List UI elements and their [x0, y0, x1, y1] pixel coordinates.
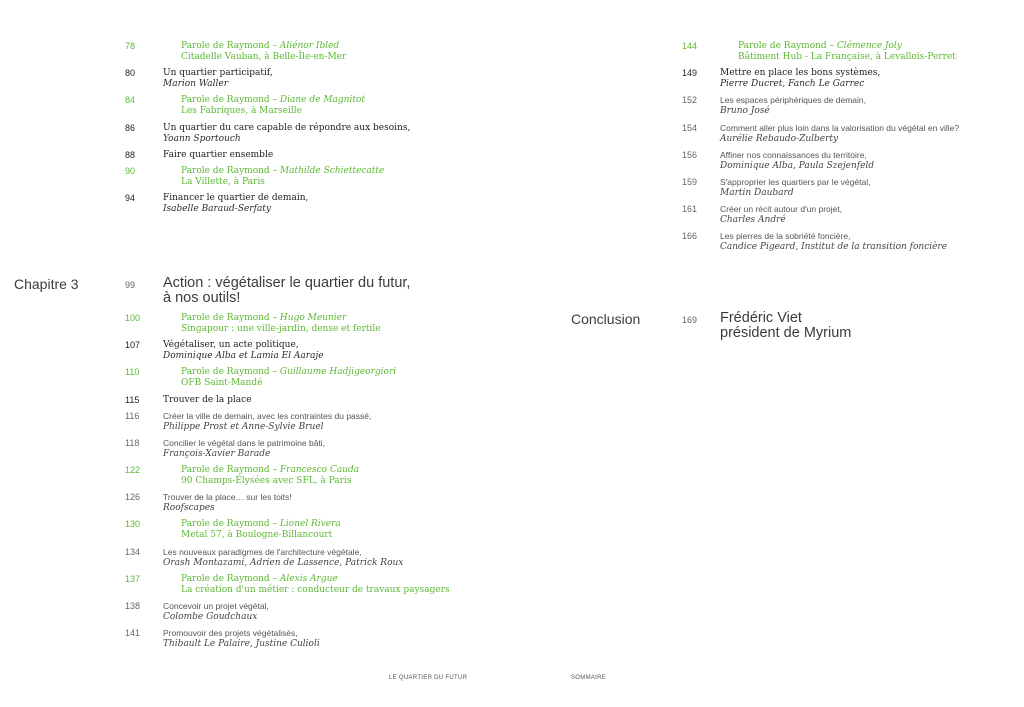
- toc-entry-author: Charles André: [720, 215, 786, 226]
- toc-entry-author: François-Xavier Barade: [163, 448, 271, 459]
- conclusion-author: Frédéric Viet: [720, 310, 802, 326]
- toc-entry-author: Philippe Prost et Anne-Sylvie Bruel: [163, 421, 324, 432]
- toc-page-number: 110: [125, 367, 140, 378]
- toc-entry-title: Un quartier du care capable de répondre aux besoins,: [163, 122, 411, 133]
- chapter-3-label: Chapitre 3: [14, 276, 79, 292]
- toc-page-number: 144: [682, 41, 698, 51]
- toc-entry-title: Trouver de la place: [163, 394, 252, 405]
- toc-page-number: 90: [125, 165, 136, 176]
- toc-page-number: 138: [125, 601, 141, 611]
- footer-left-running-title: LE QUARTIER DU FUTUR: [389, 675, 468, 681]
- conclusion-label: Conclusion: [571, 311, 641, 327]
- toc-entry-title: Parole de Raymond – Alexis Argue: [181, 573, 338, 584]
- toc-entry-title: Créer un récit autour d'un projet,: [720, 204, 843, 215]
- toc-entry-author: Dominique Alba et Lamia El Aaraje: [163, 351, 324, 362]
- toc-entry-author: Marion Waller: [163, 79, 229, 90]
- toc-page-number: 166: [682, 231, 698, 242]
- toc-entry-title: Végétaliser, un acte politique,: [163, 340, 299, 351]
- toc-entry-title: Trouver de la place… sur les toits!: [163, 492, 292, 503]
- toc-entry-author: La Villette, à Paris: [181, 176, 265, 187]
- conclusion-page-number: 169: [682, 315, 698, 325]
- toc-entry-author: Martin Daubard: [720, 188, 794, 198]
- toc-entry-author: Roofscapes: [163, 503, 215, 514]
- toc-entry-author: Aurélie Rebaudo-Zulberty: [720, 133, 839, 144]
- toc-entry-author: Pierre Ducret, Fanch Le Garrec: [720, 79, 865, 90]
- toc-page-number: 122: [125, 465, 141, 475]
- toc-entry-author: Bruno José: [720, 106, 770, 117]
- toc-entry-title: Financer le quartier de demain,: [163, 193, 309, 203]
- toc-entry-author: Singapour : une ville-jardin, dense et fertile: [181, 324, 381, 334]
- chapter-3-heading[interactable]: [125, 276, 455, 308]
- toc-entry-author: Yoann Sportouch: [163, 133, 241, 144]
- toc-entry-author: Dominique Alba, Paula Szejenfeld: [720, 160, 875, 171]
- toc-page-number: 161: [682, 204, 698, 215]
- conclusion-author-title: président de Myrium: [720, 325, 852, 341]
- footer-right-running-title: SOMMAIRE: [571, 675, 607, 681]
- toc-entry-title: Faire quartier ensemble: [163, 149, 274, 160]
- chapter-3-title-line2: à nos outils!: [163, 290, 241, 306]
- toc-page-number: 78: [125, 41, 136, 51]
- toc-entry-title: Parole de Raymond – Hugo Meunier: [181, 313, 347, 323]
- toc-entry-author: Candice Pigeard, Institut de la transition foncière: [720, 242, 948, 253]
- toc-page-number: 154: [682, 122, 698, 133]
- toc-entry-title: Parole de Raymond – Clémence Joly: [738, 41, 902, 51]
- toc-page-number: 149: [682, 68, 698, 79]
- toc-page-number: 86: [125, 122, 136, 133]
- toc-page-number: 118: [125, 437, 140, 448]
- toc-entry-title: Concevoir un projet végétal,: [163, 601, 269, 611]
- toc-entry-author: Colombe Goudchaux: [163, 612, 258, 622]
- toc-entry-author: Bâtiment Hub - La Française, à Levallois-Perret: [738, 52, 956, 62]
- toc-entry-title: Les nouveaux paradigmes de l'architecture végétale,: [163, 546, 362, 557]
- toc-page-number: 126: [125, 492, 141, 503]
- toc-entry-title: Un quartier participatif,: [163, 68, 273, 79]
- toc-page-number: 152: [682, 95, 698, 106]
- toc-entry-title: Parole de Raymond – Diane de Magnitot: [181, 95, 365, 106]
- toc-entry-title: Les espaces périphériques de demain,: [720, 95, 867, 106]
- toc-entry-title: Parole de Raymond – Aliénor Ibled: [181, 41, 340, 51]
- toc-entry-title: Mettre en place les bons systèmes,: [720, 68, 881, 79]
- toc-page-number: 137: [125, 573, 141, 584]
- toc-entry-title: Parole de Raymond – Guillaume Hadjigeorgiori: [181, 367, 397, 378]
- toc-page-number: 115: [125, 394, 140, 405]
- toc-page-number: 116: [125, 410, 140, 421]
- conclusion-heading[interactable]: [682, 311, 1002, 343]
- toc-entry-author: La création d'un métier : conducteur de travaux paysagers: [181, 584, 450, 595]
- toc-page-number: 159: [682, 177, 698, 187]
- toc-entry-author: Orash Montazami, Adrien de Lassence, Patrick Roux: [163, 557, 404, 568]
- toc-page-number: 88: [125, 149, 136, 160]
- chapter-3-title-line1: Action : végétaliser le quartier du futur,: [163, 275, 411, 291]
- toc-page-number: 156: [682, 149, 698, 160]
- toc-page-number: 130: [125, 519, 141, 530]
- toc-entry-title: Parole de Raymond – Mathilde Schiettecatte: [181, 165, 385, 176]
- toc-page-number: 100: [125, 313, 141, 323]
- toc-entry-author: Les Fabriques, à Marseille: [181, 106, 302, 117]
- toc-entry-title: S'approprier les quartiers par le végétal,: [720, 177, 871, 187]
- toc-page-number: 80: [125, 68, 136, 79]
- toc-entry-title: Promouvoir des projets végétalisés,: [163, 628, 298, 639]
- toc-page-number: 84: [125, 95, 136, 106]
- toc-page-number: 134: [125, 546, 141, 557]
- toc-entry-title: Comment aller plus loin dans la valorisation du végétal en ville?: [720, 122, 960, 133]
- chapter-3-page-number: 99: [125, 280, 136, 290]
- toc-entry-title: Parole de Raymond – Francesco Cauda: [181, 465, 360, 475]
- toc-entry-title: Créer la ville de demain, avec les contraintes du passé,: [163, 410, 372, 421]
- toc-entry-title: Concilier le végétal dans le patrimoine bâti,: [163, 437, 326, 448]
- toc-entry-author: Thibault Le Palaire, Justine Culioli: [163, 639, 320, 650]
- toc-entry-author: Isabelle Baraud-Serfaty: [163, 204, 272, 214]
- toc-page-number: 94: [125, 193, 136, 203]
- toc-entry-author: OFB Saint-Mandé: [181, 378, 263, 389]
- toc-page-number: 141: [125, 628, 141, 639]
- toc-entry-author: Citadelle Vauban, à Belle-Île-en-Mer: [181, 52, 347, 62]
- toc-entry-title: Les pierres de la sobriété foncière,: [720, 231, 851, 242]
- toc-entry-title: Affiner nos connaissances du territoire,: [720, 149, 867, 160]
- toc-page-number: 107: [125, 340, 141, 351]
- toc-entry-title: Parole de Raymond – Lionel Rivera: [181, 519, 341, 530]
- toc-entry-author: Metal 57, à Boulogne-Billancourt: [181, 530, 333, 541]
- toc-entry-author: 90 Champs-Élysées avec SFL, à Paris: [181, 476, 352, 486]
